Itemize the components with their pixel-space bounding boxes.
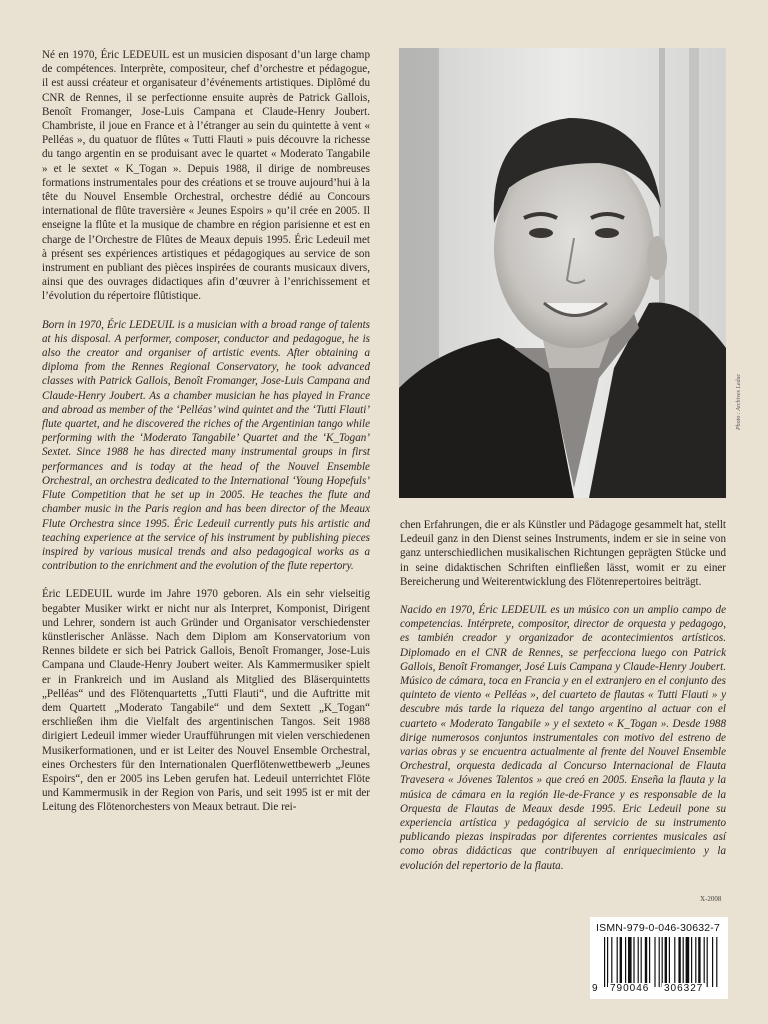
barcode-bar bbox=[691, 937, 692, 987]
isbn-number: ISMN-979-0-046-30632-7 bbox=[596, 922, 721, 934]
barcode-bar bbox=[712, 937, 713, 987]
barcode-digits-left: 790046 bbox=[610, 983, 650, 994]
portrait-photo bbox=[399, 48, 726, 498]
barcode-bar bbox=[678, 937, 680, 987]
barcode-bar bbox=[695, 937, 696, 987]
left-column bbox=[42, 48, 370, 829]
barcode-bar bbox=[665, 937, 667, 987]
barcode-bar bbox=[628, 937, 632, 987]
barcode-bar bbox=[617, 937, 618, 987]
barcode-bar bbox=[698, 937, 700, 987]
barcode-bar bbox=[604, 937, 605, 987]
barcode-bar bbox=[620, 937, 622, 987]
barcode-bar bbox=[611, 937, 612, 987]
barcode-bar bbox=[641, 937, 642, 987]
right-column bbox=[400, 518, 726, 887]
barcode-bar bbox=[625, 937, 626, 987]
barcode-bar bbox=[707, 937, 708, 987]
barcode-digit-first: 9 bbox=[592, 983, 598, 994]
barcode-bar bbox=[649, 937, 650, 987]
barcode-bar bbox=[716, 937, 717, 987]
barcode-digits-right: 306327 bbox=[664, 983, 704, 994]
barcode-bar bbox=[607, 937, 608, 987]
isbn-barcode-box bbox=[590, 917, 728, 999]
barcode-bar bbox=[638, 937, 639, 987]
bio-french: Né en 1970, Éric LEDEUIL est un musicien disposant d’un large champ de compétences. Interprète, compositeur, chef d’orchestre et pédagogue, il est aussi créateur et organisateur d’événements artistiques. Diplômé du CNR de Rennes, il se perfectionne ensuite auprès de Patrick Gallois, Benoît Fromanger, Jose-Luis Campana et Claude-Henry Joubert. Chambriste, il joue en France et à l’étranger au sein du quintette à vent « Pelléas », du quatuor de flûtes « Tutti Flauti » puis découvre la richesse du tango argentin en se produisant avec le quartet « Moderato Tangabile » et le sextet « K_Togan ». Depuis 1988, il dirige de nombreuses formations instrumentales pour des créations et se trouve aujourd’hui à la tête du Nouvel Ensemble Orchestral, orchestre dédié au Concours international de flûte traversière « Jeunes Espoirs » qu’il crée en 2005. Il enseigne la flûte et la musique de chambre en région parisienne et est en charge de l’Orchestre de Flûtes de Meaux depuis 1995. Éric Ledeuil met à présent ses expériences artistiques et pédagogiques au service de son instrument en publiant des pièces inspirées de courants musicaux divers, ainsi que des ouvrages didactiques afin d’œuvrer à l’enrichissement et l’évolution du répertoire flûtistique. bbox=[42, 49, 370, 303]
catalog-code: X-2008 bbox=[700, 895, 722, 903]
bio-german-part2: chen Erfahrungen, die er als Künstler und Pädagoge gesammelt hat, stellt Ledeuil ganz in den Dienst seines Instruments, indem er sie in seine von ganz unterschiedlichen musikalischen Richtungen geprägten Stücke und in seine didaktischen Schriften einfließen lässt, womit er zu einer Bereicherung und Weiterentwicklung des Flötenrepertoires beiträgt. bbox=[400, 519, 726, 588]
bio-spanish: Nacido en 1970, Éric LEDEUIL es un músico con un amplio campo de competencias. Intérprete, compositor, director de orquesta y pedagogo, es también creador y organizador de acontecimientos artísticos. Diplomado en el CNR de Rennes, se perfecciona luego con Patrick Gallois, Benoît Fromanger, José Luis Campana y Claude-Henry Joubert. Músico de cámara, toca en Francia y en el extranjero en el conjunto des quinteto de viento « Pelléas », del cuarteto de flautas « Tutti Flauti » y descubre más tarde la riqueza del tango argentino al actuar con el cuarteto « Moderato Tangabile » y el sexteto « K_Togan ». Desde 1988 dirige numerosos conjuntos instrumentales con motivo del estreno de varias obras y se encuentra actualmente al frente del Nouvel Ensemble Orchestral, orquesta dedicada al Concurso Internacional de Flauta Travesera « Jóvenes Talentos » que creó en 2005. Enseña la flauta y la música de cámara en la región Ile-de-France y es responsable de la Orquesta de Flautas de Meaux desde 1995. Eric Ledeuil pone su experiencia artística y pedagógica al servicio de su instrumento publicando piezas inspiradas por diferentes corrientes musicales así como obras didácticas que contribuyen al enriquecimiento y la evolución del repertorio de la flauta. bbox=[400, 604, 726, 872]
barcode-bar bbox=[659, 937, 660, 987]
barcode-graphic bbox=[598, 937, 722, 989]
barcode-bar bbox=[686, 937, 690, 987]
bio-english: Born in 1970, Éric LEDEUIL is a musician with a broad range of talents at his disposal. A performer, composer, conductor and pedagogue, he is also the creator and organiser of artistic events. After obtaining a diploma from the Rennes Regional Conservatory, he took advanced classes with Patrick Gallois, Benoît Fromanger, Jose-Luis Campana and Claude-Henry Joubert. As a chamber musician he has played in France and abroad as member of the ‘Pelléas’ wind quintet and the ‘Tutti Flauti’ flute quartet, and he discovered the riches of the Argentinian tango while performing with the ‘Moderato Tangabile’ Quartet and the ‘K_Togan’ Sextet. Since 1988 he has directed many instrumental groups in first performances and is today at the head of the Nouvel Ensemble Orchestral, an orchestra dedicated to the International ‘Young Hopefuls’ Flute Competition that he set up in 2005. He teaches the flute and chamber music in the Paris region and has been director of the Meaux Flute Orchestra since 1995. Éric Ledeuil currently puts his artistic and teaching experience at the service of his instrument by publishing pieces inspired by various musical trends and also pedagogical works as a contribution to the enrichment and the evolution of the flute repertory. bbox=[42, 318, 370, 573]
barcode-bar bbox=[674, 937, 675, 987]
photo-credit: Photo : Archives Leduc bbox=[736, 373, 742, 430]
barcode-bar bbox=[669, 937, 670, 987]
barcode-bar bbox=[654, 937, 655, 987]
barcode-bar bbox=[662, 937, 663, 987]
barcode-bar bbox=[704, 937, 705, 987]
barcode-bar bbox=[683, 937, 684, 987]
bio-german-part1: Éric LEDEUIL wurde im Jahre 1970 geboren. Als ein sehr vielseitig begabter Musiker wirkt er nicht nur als Interpret, Komponist, Dirigent und Lehrer, sondern ist auch Gründer und Organisator verschiedenster künstlerischer Anlässe. Nach dem Diplom am Konservatorium von Rennes bildete er sich bei Patrick Gallois, Benoît Fromanger, Jose-Luis Campana und Claude-Henry Joubert weiter. Als Kammermusiker spielt er in Frankreich und im Ausland als Mitglied des Bläserquintetts „Pelléas“ und des Flötenquartetts „Tutti Flauti“, und die Auftritte mit dem Quartett „Moderato Tangabile“ und dem Sextett „K_Togan“ erschließen ihm die Vielfalt des argentinischen Tangos. Seit 1988 dirigiert Ledeuil immer wieder Uraufführungen mit vielen verschiedenen Musikerformationen, und er ist Leiter des Nouvel Ensemble Orchestral, eines Orchesters für den Internationalen Querflötenwettbewerb „Jeunes Espoirs“, den er 2005 ins Leben gerufen hat. Ledeuil unterrichtet Flöte und Kammermusik in der Region von Paris, und seit 1995 ist er mit der Leitung des Flötenorchesters von Meaux betraut. Die rei- bbox=[42, 588, 370, 814]
barcode-bar bbox=[645, 937, 647, 987]
barcode-bar bbox=[633, 937, 634, 987]
